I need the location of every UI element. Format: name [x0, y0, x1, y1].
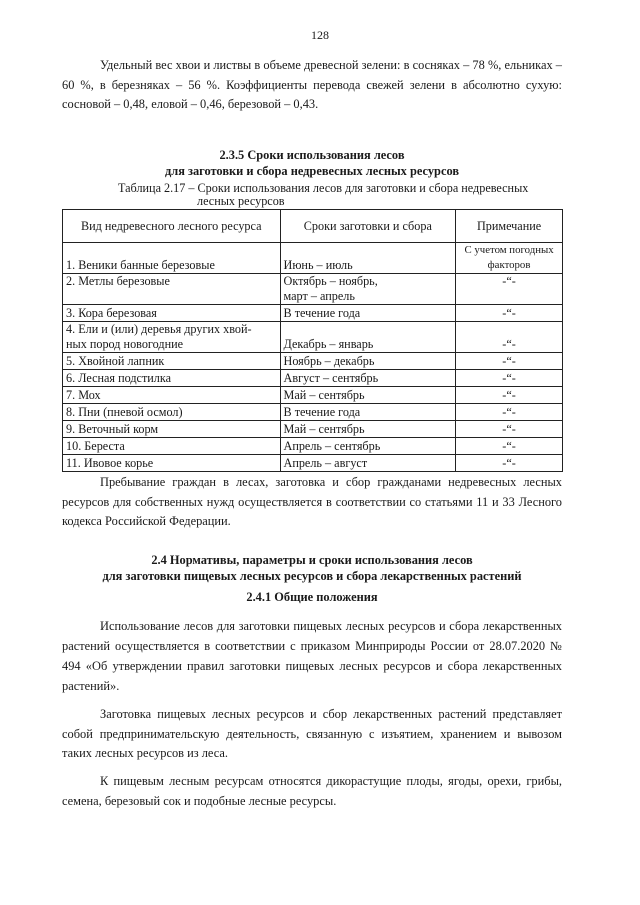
table-row [63, 387, 563, 404]
resource-name: 5. Хвойной лапник [63, 353, 281, 370]
table-header-row [63, 210, 563, 243]
resource-name-line: ных пород новогодние [66, 337, 184, 351]
harvest-period: В течение года [280, 404, 456, 421]
page-number: 128 [311, 28, 329, 42]
table-row [63, 353, 563, 370]
note: -“- [456, 438, 563, 455]
resources-table [62, 209, 563, 472]
table-row [63, 438, 563, 455]
section-2-4-1-heading: 2.4.1 Общие положения [246, 590, 378, 604]
harvest-period-line: март – апрель [283, 289, 355, 303]
harvest-period: Декабрь – январь [280, 322, 456, 353]
resource-name: 7. Мох [63, 387, 281, 404]
harvest-period: Май – сентябрь [280, 421, 456, 438]
note: -“- [456, 305, 563, 322]
section-heading-line: для заготовки и сбора недревесных лесных ресурсов [164, 164, 460, 178]
harvest-period: Май – сентябрь [280, 387, 456, 404]
resource-name-line: 4. Ели и (или) деревья других хвой- [66, 322, 252, 336]
resource-name: 9. Веточный корм [63, 421, 281, 438]
paragraph-usage: Использование лесов для заготовки пищевых лесных ресурсов и сбора лекарственных растений осуществляется в соответствии с приказом Минприроды России от 28.07.2020 № 494 «Об утверждении правил заготовки пищевых лесных ресурсов и сбора лекарственных растений». [62, 619, 562, 693]
resource-name: 1. Веники банные березовые [63, 243, 281, 274]
table-caption-line: лесных ресурсов [197, 194, 285, 208]
note: -“- [456, 404, 563, 421]
table-row [63, 370, 563, 387]
resource-name: 3. Кора березовая [63, 305, 281, 322]
harvest-period: Апрель – август [280, 455, 456, 472]
table-row [63, 421, 563, 438]
table-row [63, 243, 563, 274]
note: -“- [456, 353, 563, 370]
harvest-period: Апрель – сентябрь [280, 438, 456, 455]
harvest-period [280, 274, 456, 305]
note: -“- [456, 455, 563, 472]
paragraph-food: К пищевым лесным ресурсам относятся дикорастущие плоды, ягоды, орехи, грибы, семена, березовый сок и подобные лесные ресурсы. [62, 774, 562, 808]
resource-name: 2. Метлы березовые [63, 274, 281, 305]
note: -“- [456, 387, 563, 404]
table-caption-line: Таблица 2.17 – Сроки использования лесов для заготовки и сбора недревесных [118, 181, 529, 195]
table-caption [118, 182, 538, 208]
section-heading-line: 2.4 Нормативы, параметры и сроки использования лесов [151, 553, 473, 567]
harvest-period: Июнь – июль [280, 243, 456, 274]
resource-name: 11. Ивовое корье [63, 455, 281, 472]
harvest-period-line: Октябрь – ноябрь, [283, 274, 378, 288]
harvest-period: Август – сентябрь [280, 370, 456, 387]
section-heading-line: для заготовки пищевых лесных ресурсов и сбора лекарственных растений [102, 569, 522, 583]
note: -“- [456, 322, 563, 353]
note: С учетом погодных факторов [456, 243, 563, 274]
column-header: Вид недревесного лесного ресурса [63, 210, 281, 243]
harvest-period: Ноябрь – декабрь [280, 353, 456, 370]
resource-name: 10. Береста [63, 438, 281, 455]
intro-paragraph: Удельный вес хвои и листвы в объеме древесной зелени: в сосняках – 78 %, ельниках – 60 %, в березняках – 56 %. Коэффициенты перевода свежей зелени в абсолютно сухую: сосновой – 0,48, еловой – 0,46, березовой – 0,43. [62, 58, 562, 111]
column-header: Примечание [456, 210, 563, 243]
section-2-4-heading [62, 552, 562, 584]
table-row [63, 322, 563, 353]
table-row [63, 455, 563, 472]
paragraph-activity: Заготовка пищевых лесных ресурсов и сбор лекарственных растений представляет собой предпринимательскую деятельность, связанную с изъятием, хранением и вывозом таких лесных ресурсов из леса. [62, 707, 562, 760]
resource-name: 8. Пни (пневой осмол) [63, 404, 281, 421]
section-2-3-5-heading [62, 147, 562, 179]
paragraph-stay: Пребывание граждан в лесах, заготовка и сбор гражданами недревесных лесных ресурсов для собственных нужд осуществляется в соответствии со статьями 11 и 33 Лесного кодекса Российской Федерации. [62, 475, 562, 528]
resource-name: 6. Лесная подстилка [63, 370, 281, 387]
harvest-period: В течение года [280, 305, 456, 322]
column-header: Сроки заготовки и сбора [280, 210, 456, 243]
resource-name [63, 322, 281, 353]
section-heading-line: 2.3.5 Сроки использования лесов [219, 148, 405, 162]
note: -“- [456, 370, 563, 387]
note: -“- [456, 274, 563, 305]
table-row [63, 404, 563, 421]
note: -“- [456, 421, 563, 438]
table-row [63, 274, 563, 305]
table-row [63, 305, 563, 322]
